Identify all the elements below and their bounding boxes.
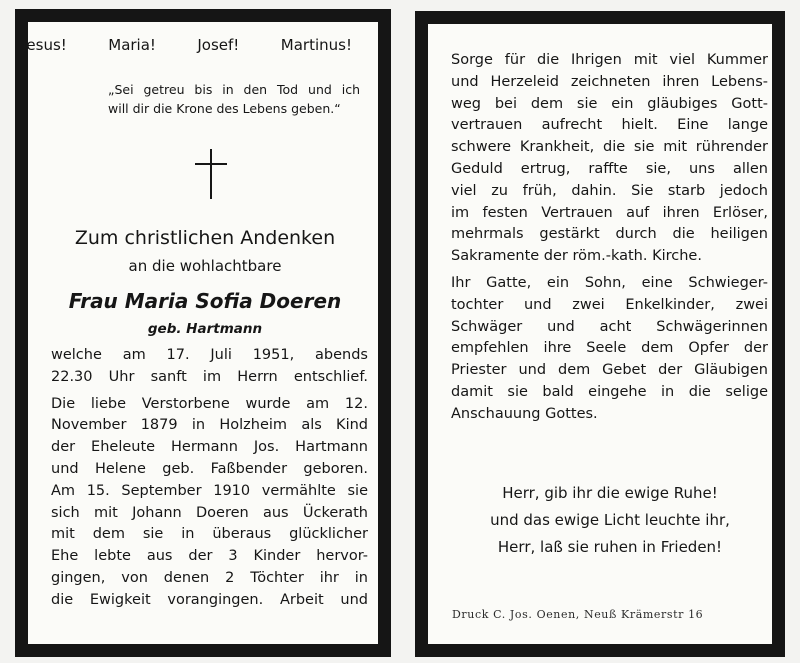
- text-line: die Ewigkeit vorangingen. Arbeit und: [51, 591, 368, 608]
- text-line: Die liebe Verstorbene wurde am 12.: [51, 395, 368, 412]
- text-line: schwere Krankheit, die sie mit rührender: [451, 139, 768, 156]
- text-line: vertrauen aufrecht hielt. Eine lange: [451, 117, 768, 134]
- text-line: und Herzeleid zeichneten ihren Lebens-: [451, 73, 768, 90]
- text-line: 22.30 Uhr sanft im Herrn entschlief.: [51, 368, 368, 385]
- memorial-subheading: an die wohlachtbare: [128, 257, 282, 275]
- text-line: Geduld ertrug, raffte sie, uns allen: [451, 160, 768, 177]
- text-line: der Eheleute Hermann Jos. Hartmann: [51, 439, 368, 456]
- invocation-jesus: Jesus!: [22, 36, 67, 54]
- text-line: welche am 17. Juli 1951, abends: [51, 347, 368, 363]
- motto-line: will dir die Krone des Lebens geben.“: [108, 101, 341, 116]
- left-body-text: [51, 345, 368, 612]
- printer-imprint: Druck C. Jos. Oenen, Neuß Krämerstr 16: [452, 608, 704, 621]
- invocation-martinus: Martinus!: [280, 36, 352, 54]
- text-line: Am 15. September 1910 vermählte sie: [51, 482, 368, 499]
- prayer-line: Herr, gib ihr die ewige Ruhe!: [502, 484, 718, 502]
- memorial-heading: Zum christlichen Andenken: [74, 227, 336, 249]
- invocation-line: [22, 36, 352, 54]
- birth-name: geb. Hartmann: [147, 321, 263, 337]
- invocation-maria: Maria!: [108, 36, 156, 54]
- text-line: Priester und dem Gebet der Gläubigen: [451, 362, 768, 379]
- cross-icon: [193, 148, 229, 200]
- text-line: tochter und zwei Enkelkinder, zwei: [451, 296, 768, 313]
- prayer-line: und das ewige Licht leuchte ihr,: [490, 511, 730, 529]
- deceased-name: Frau Maria Sofia Doeren: [68, 289, 342, 313]
- text-line: Ehe lebte aus der 3 Kinder hervor-: [51, 548, 368, 565]
- text-line: im festen Vertrauen auf ihren Erlöser,: [451, 204, 768, 221]
- text-line: mit dem sie in überaus glücklicher: [51, 526, 368, 543]
- text-line: mehrmals gestärkt durch die heiligen: [451, 226, 768, 243]
- motto-line: „Sei getreu bis in den Tod und ich: [108, 82, 360, 97]
- text-line: November 1879 in Holzheim als Kind: [51, 417, 368, 434]
- text-line: Sakramente der röm.-kath. Kirche.: [451, 248, 702, 265]
- right-body-text: [451, 50, 768, 426]
- invocation-josef: Josef!: [197, 36, 240, 54]
- text-line: Sorge für die Ihrigen mit viel Kummer: [451, 52, 768, 68]
- text-line: gingen, von denen 2 Töchter ihr in: [51, 569, 368, 586]
- prayer-line: Herr, laß sie ruhen in Frieden!: [497, 538, 723, 556]
- text-line: sich mit Johann Doeren aus Ückerath: [51, 504, 368, 521]
- text-line: weg bei dem sie ein gläubiges Gott-: [451, 95, 768, 112]
- text-line: Schwäger und acht Schwägerinnen: [451, 318, 768, 335]
- bible-motto: [108, 80, 360, 118]
- text-line: damit sie bald eingehe in die selige: [451, 383, 768, 400]
- closing-prayer: [440, 480, 780, 561]
- text-line: empfehlen ihre Seele dem Opfer der: [451, 340, 768, 357]
- text-line: viel zu früh, dahin. Sie starb jedoch: [451, 182, 768, 199]
- text-line: und Helene geb. Faßbender geboren.: [51, 460, 368, 477]
- text-line: Anschauung Gottes.: [451, 405, 598, 422]
- text-line: Ihr Gatte, ein Sohn, eine Schwieger-: [451, 274, 768, 291]
